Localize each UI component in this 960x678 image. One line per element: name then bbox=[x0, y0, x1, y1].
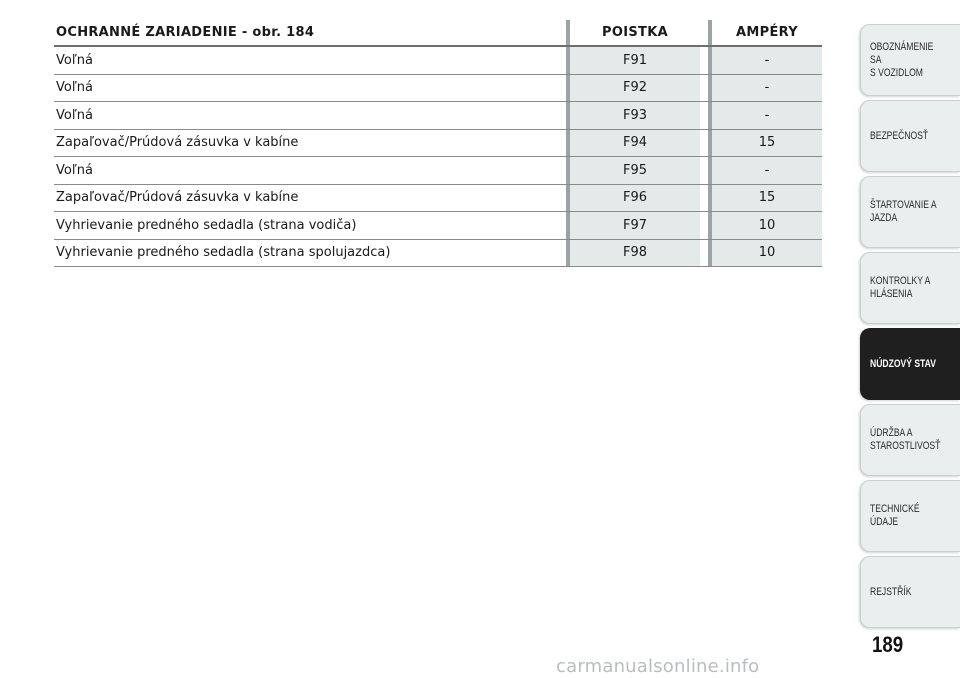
tab-label: NÚDZOVÝ STAV bbox=[870, 357, 936, 370]
amp-cell: 15 bbox=[708, 185, 822, 212]
tab-label: BEZPEČNOSŤ bbox=[870, 129, 929, 142]
tab-emergency[interactable] bbox=[860, 328, 960, 400]
fuse-cell: F95 bbox=[566, 157, 700, 184]
device-cell: Voľná bbox=[56, 162, 93, 178]
table-row bbox=[54, 185, 822, 213]
tab-label: KONTROLKY A HLÁSENIA bbox=[870, 275, 931, 300]
header-fuse: POISTKA bbox=[566, 20, 700, 45]
header-device bbox=[54, 25, 566, 40]
fuse-cell: F97 bbox=[566, 212, 700, 239]
amp-cell: 15 bbox=[708, 130, 822, 157]
fuse-cell: F91 bbox=[566, 47, 700, 74]
tab-technical-data[interactable] bbox=[860, 480, 960, 552]
tab-warning-lights[interactable] bbox=[860, 252, 960, 324]
tab-label: TECHNICKÉ ÚDAJE bbox=[870, 503, 920, 528]
fuse-cell: F96 bbox=[566, 185, 700, 212]
amp-cell: 10 bbox=[708, 212, 822, 239]
device-cell: Voľná bbox=[56, 107, 93, 123]
table-row bbox=[54, 212, 822, 240]
tab-label: OBOZNÁMENIE SA S VOZIDLOM bbox=[870, 40, 934, 79]
device-cell: Voľná bbox=[56, 52, 93, 68]
amp-cell: - bbox=[708, 47, 822, 74]
header-amp: AMPÉRY bbox=[708, 20, 822, 45]
fuse-cell: F92 bbox=[566, 75, 700, 102]
tab-index[interactable] bbox=[860, 556, 960, 628]
page-number: 189 bbox=[872, 632, 904, 657]
table-header bbox=[54, 20, 822, 47]
fuse-cell: F98 bbox=[566, 240, 700, 267]
device-cell: Voľná bbox=[56, 80, 93, 96]
tab-label: REJSTŘÍK bbox=[870, 585, 912, 598]
device-cell: Zapaľovač/Prúdová zásuvka v kabíne bbox=[56, 190, 299, 206]
table-row bbox=[54, 157, 822, 185]
header-device-main: OCHRANNÉ ZARIADENIE bbox=[56, 25, 238, 40]
tab-label: ŠTARTOVANIE A JAZDA bbox=[870, 199, 937, 224]
amp-cell: - bbox=[708, 75, 822, 102]
device-cell: Zapaľovač/Prúdová zásuvka v kabíne bbox=[56, 135, 299, 151]
watermark-text: carmanualsonline.info bbox=[556, 656, 760, 677]
fuse-table bbox=[54, 20, 822, 267]
chapter-tabs bbox=[860, 24, 960, 632]
amp-cell: - bbox=[708, 102, 822, 129]
tab-maintenance[interactable] bbox=[860, 404, 960, 476]
tab-label: ÚDRŽBA A STAROSTLIVOSŤ bbox=[870, 427, 941, 452]
device-cell: Vyhrievanie predného sedadla (strana spolujazdca) bbox=[56, 245, 391, 261]
tab-safety[interactable] bbox=[860, 100, 960, 172]
amp-cell: 10 bbox=[708, 240, 822, 267]
fuse-cell: F94 bbox=[566, 130, 700, 157]
device-cell: Vyhrievanie predného sedadla (strana vodiča) bbox=[56, 217, 357, 233]
table-row bbox=[54, 102, 822, 130]
tab-starting-driving[interactable] bbox=[860, 176, 960, 248]
fuse-cell: F93 bbox=[566, 102, 700, 129]
table-row bbox=[54, 47, 822, 75]
amp-cell: - bbox=[708, 157, 822, 184]
table-row bbox=[54, 130, 822, 158]
tab-vehicle-introduction[interactable] bbox=[860, 24, 960, 96]
table-row bbox=[54, 240, 822, 268]
table-row bbox=[54, 75, 822, 103]
header-device-figure-ref: - obr. 184 bbox=[237, 25, 315, 40]
